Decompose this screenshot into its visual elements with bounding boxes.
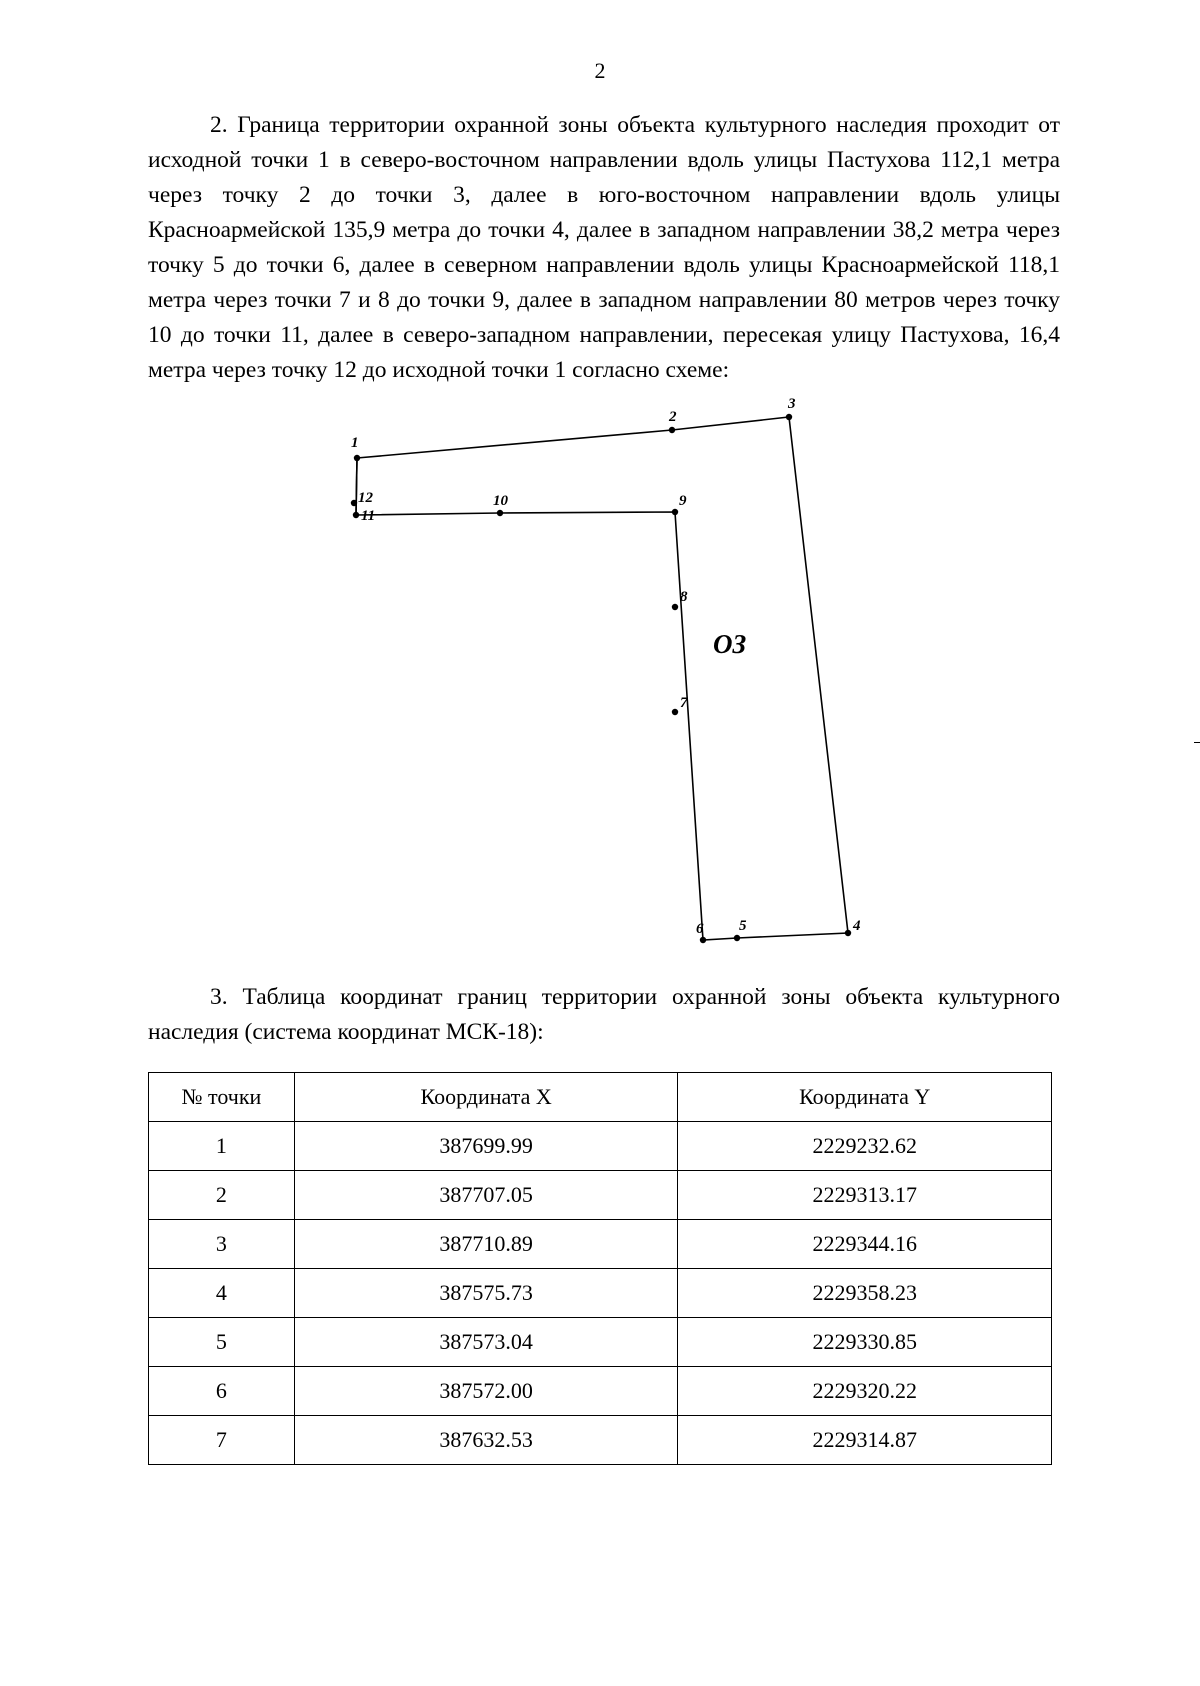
table-row xyxy=(149,1269,1052,1318)
scheme-point-5-label: 5 xyxy=(739,918,747,934)
cell-coordinate-x: 387632.53 xyxy=(294,1416,678,1465)
scheme-point-12-label: 12 xyxy=(358,490,373,506)
cell-coordinate-x: 387699.99 xyxy=(294,1122,678,1171)
cell-point-number: 4 xyxy=(149,1269,295,1318)
table-row xyxy=(149,1416,1052,1465)
scheme-point-10-marker xyxy=(497,510,503,516)
scheme-point-6-label: 6 xyxy=(696,921,704,937)
cell-coordinate-y: 2229232.62 xyxy=(678,1122,1052,1171)
scheme-point-12-marker xyxy=(351,500,357,506)
cell-coordinate-x: 387710.89 xyxy=(294,1220,678,1269)
table-row xyxy=(149,1122,1052,1171)
cell-coordinate-y: 2229313.17 xyxy=(678,1171,1052,1220)
scheme-point-1-marker xyxy=(354,455,360,461)
scheme-point-7-marker xyxy=(672,709,678,715)
cell-point-number: 7 xyxy=(149,1416,295,1465)
scheme-point-4-marker xyxy=(845,930,851,936)
scheme-point-11-label: 11 xyxy=(361,508,376,524)
page-number: 2 xyxy=(594,58,606,83)
scheme-point-6-marker xyxy=(700,937,706,943)
scheme-point-4-label: 4 xyxy=(853,918,861,934)
cell-point-number: 2 xyxy=(149,1171,295,1220)
cell-point-number: 1 xyxy=(149,1122,295,1171)
scheme-point-9-marker xyxy=(672,509,678,515)
scheme-point-8-marker xyxy=(672,604,678,610)
cell-coordinate-x: 387573.04 xyxy=(294,1318,678,1367)
scheme-point-3-marker xyxy=(786,414,792,420)
scheme-area-label: ОЗ xyxy=(713,629,747,659)
column-header-coordinate-x: Координата X xyxy=(294,1073,678,1122)
paragraph-boundary-description: 2. Граница территории охранной зоны объекта культурного наследия проходит от исходной точки 1 в северо-восточном направлении вдоль улицы Пастухова 112,1 метра через точку 2 до точки 3, далее в юго-восточном направлении вдоль улицы Красноармейской 135,9 метра до точки 4, далее в западном направлении 38,2 метра через точку 5 до точки 6, далее в северном направлении вдоль улицы Красноармейской 118,1 метра через точки 7 и 8 до точки 9, далее в западном направлении 80 метров через точку 10 до точки 11, далее в северо-западном направлении, пересекая улицу Пастухова, 16,4 метра через точку 12 до исходной точки 1 согласно схеме: xyxy=(148,112,1060,383)
column-header-coordinate-y: Координата Y xyxy=(678,1073,1052,1122)
page-edge-mark xyxy=(1194,742,1200,743)
cell-coordinate-y: 2229320.22 xyxy=(678,1367,1052,1416)
cell-point-number: 3 xyxy=(149,1220,295,1269)
cell-point-number: 6 xyxy=(149,1367,295,1416)
boundary-scheme-figure xyxy=(148,395,1060,970)
cell-coordinate-y: 2229358.23 xyxy=(678,1269,1052,1318)
column-header-point-number: № точки xyxy=(149,1073,295,1122)
scheme-point-11-marker xyxy=(353,512,359,518)
scheme-point-1-label: 1 xyxy=(351,435,359,451)
cell-coordinate-y: 2229314.87 xyxy=(678,1416,1052,1465)
scheme-point-2-marker xyxy=(669,427,675,433)
table-header-row xyxy=(149,1073,1052,1122)
scheme-point-2-label: 2 xyxy=(669,409,677,425)
cell-coordinate-x: 387575.73 xyxy=(294,1269,678,1318)
table-row xyxy=(149,1318,1052,1367)
scheme-point-5-marker xyxy=(734,935,740,941)
table-row xyxy=(149,1367,1052,1416)
paragraph-coordinate-table-intro: 3. Таблица координат границ территории охранной зоны объекта культурного наследия (система координат МСК-18): xyxy=(148,984,1060,1045)
cell-coordinate-y: 2229344.16 xyxy=(678,1220,1052,1269)
scheme-point-8-label: 8 xyxy=(680,589,688,605)
cell-point-number: 5 xyxy=(149,1318,295,1367)
table-row xyxy=(149,1220,1052,1269)
scheme-point-9-label: 9 xyxy=(679,493,687,509)
cell-coordinate-x: 387707.05 xyxy=(294,1171,678,1220)
scheme-point-7-label: 7 xyxy=(680,695,688,711)
coordinates-table xyxy=(148,1072,1052,1465)
cell-coordinate-x: 387572.00 xyxy=(294,1367,678,1416)
cell-coordinate-y: 2229330.85 xyxy=(678,1318,1052,1367)
scheme-point-3-label: 3 xyxy=(788,396,796,412)
scheme-point-10-label: 10 xyxy=(493,493,508,509)
table-row xyxy=(149,1171,1052,1220)
